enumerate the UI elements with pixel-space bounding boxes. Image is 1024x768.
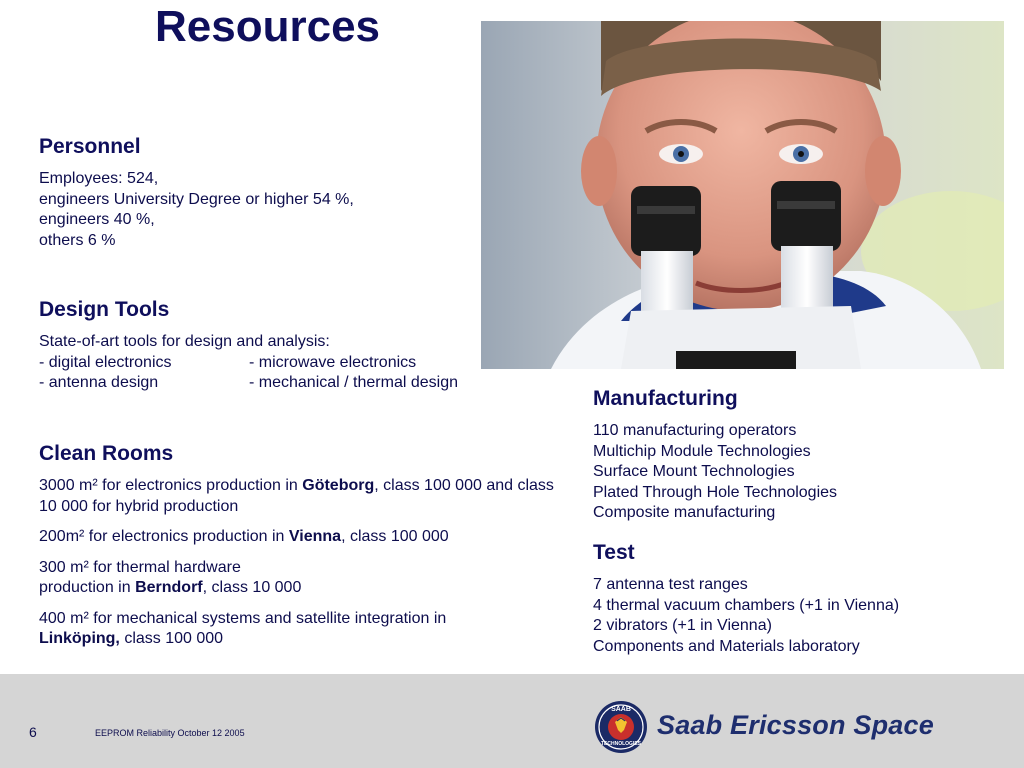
personnel-line: Employees: 524, xyxy=(39,170,159,187)
microscope-photo xyxy=(481,21,1004,369)
location-name: Göteborg xyxy=(302,477,375,494)
design-tools-row xyxy=(39,373,479,394)
manufacturing-section xyxy=(593,387,1013,524)
manufacturing-line: Surface Mount Technologies xyxy=(593,463,795,480)
personnel-heading: Personnel xyxy=(39,135,141,158)
footer-note: EEPROM Reliability October 12 2005 xyxy=(95,728,245,738)
test-section xyxy=(593,541,1013,657)
design-tools-heading: Design Tools xyxy=(39,298,170,321)
clean-rooms-section xyxy=(39,442,559,660)
footer-bar xyxy=(0,674,1024,768)
location-name: Berndorf xyxy=(135,579,203,596)
design-tools-section xyxy=(39,298,479,394)
logo-text-top: SAAB xyxy=(611,706,631,713)
manufacturing-line: 110 manufacturing operators xyxy=(593,422,797,439)
text-span: , class 10 000 xyxy=(202,579,302,596)
clean-rooms-heading: Clean Rooms xyxy=(39,442,174,465)
design-tool-item: - digital electronics xyxy=(39,353,172,371)
manufacturing-line: Multichip Module Technologies xyxy=(593,442,811,460)
text-line: 400 m² for mechanical systems and satellite integration in xyxy=(39,609,447,627)
personnel-line: others 6 % xyxy=(39,231,116,249)
text-span: , class 100 000 and class 10 000 for hybrid production xyxy=(39,477,554,515)
text-span: 200m² for electronics production in xyxy=(39,528,289,545)
page-number: 6 xyxy=(29,724,37,740)
manufacturing-heading: Manufacturing xyxy=(593,387,738,410)
logo-text-bottom: TECHNOLOGIES xyxy=(600,741,641,747)
clean-room-paragraph xyxy=(39,476,559,517)
text-span: , class 100 000 xyxy=(341,528,449,545)
clean-room-paragraph xyxy=(39,609,559,650)
test-line: 4 thermal vacuum chambers (+1 in Vienna) xyxy=(593,596,900,614)
location-name: Linköping, xyxy=(39,630,120,647)
design-tools-intro: State-of-art tools for design and analysis: xyxy=(39,333,330,350)
clean-room-paragraph xyxy=(39,527,559,548)
text-line: 300 m² for thermal hardware xyxy=(39,558,241,576)
text-span: class 100 000 xyxy=(119,630,224,647)
personnel-line: engineers 40 %, xyxy=(39,211,155,228)
design-tool-item: - microwave electronics xyxy=(249,353,417,371)
manufacturing-line: Composite manufacturing xyxy=(593,504,776,521)
text-span: production in xyxy=(39,579,136,596)
manufacturing-line: Plated Through Hole Technologies xyxy=(593,483,838,501)
location-name: Vienna xyxy=(288,528,342,545)
personnel-line: engineers University Degree or higher 54 %, xyxy=(39,190,354,208)
brand-name: Saab Ericsson Space xyxy=(657,710,934,740)
text-span: 3000 m² for electronics production in xyxy=(39,477,303,494)
page-title: Resources xyxy=(155,2,381,51)
test-line: 2 vibrators (+1 in Vienna) xyxy=(593,617,772,634)
saab-logo xyxy=(594,700,648,754)
test-heading: Test xyxy=(593,541,635,564)
design-tool-item: - mechanical / thermal design xyxy=(249,374,458,391)
clean-room-paragraph xyxy=(39,558,559,599)
test-line: Components and Materials laboratory xyxy=(593,637,860,655)
personnel-section xyxy=(39,135,459,251)
person-at-microscope-image xyxy=(481,21,1004,369)
design-tools-row xyxy=(39,353,479,374)
test-line: 7 antenna test ranges xyxy=(593,576,748,593)
design-tool-item: - antenna design xyxy=(39,374,159,391)
